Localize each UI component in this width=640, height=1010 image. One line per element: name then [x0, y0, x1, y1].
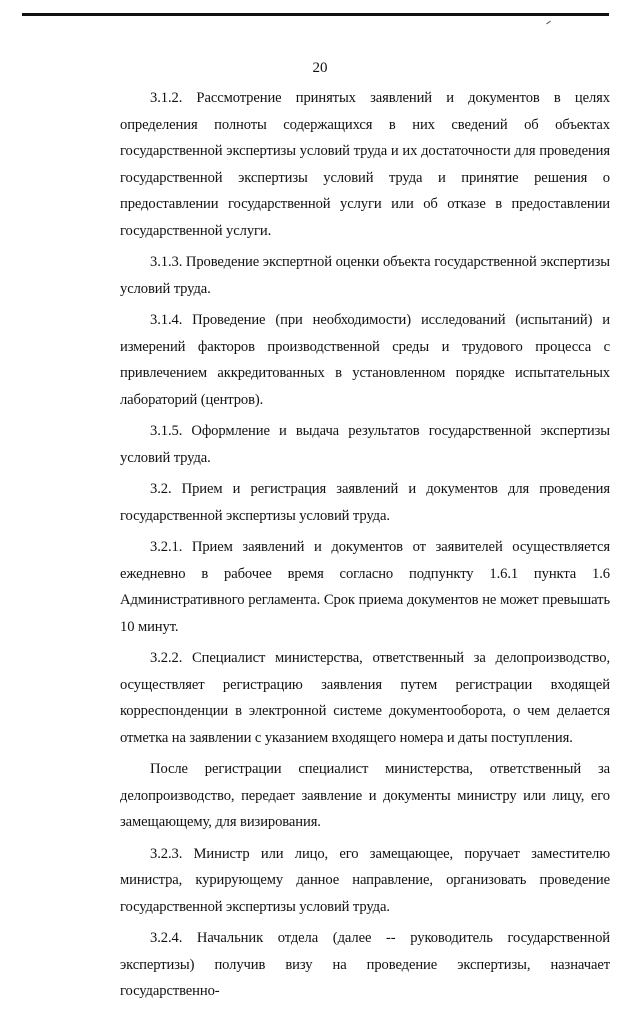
page-number: 20 — [312, 60, 328, 76]
paragraph-3-2-2: 3.2.2. Специалист министерства, ответственный за делопроизводство, осуществляет регистрацию заявления путем регистрации входящей корреспонденции в электронной системе документооборота, о чем делается отметка на заявлении с указанием входящего номера и даты поступления. — [120, 650, 610, 746]
paragraph-3-1-2: 3.1.2. Рассмотрение принятых заявлений и документов в целях определения полноты содержащихся в них сведений об объектах государственной экспертизы условий труда и их достаточности для проведения государственной экспертизы условий труда и принятие решения о предоставлении государственной услуги или об отказе в предоставлении государственной услуги. — [120, 90, 610, 239]
paragraph-3-1-5: 3.1.5. Оформление и выдача результатов государственной экспертизы условий труда. — [120, 423, 610, 466]
paragraph-3-2: 3.2. Прием и регистрация заявлений и документов для проведения государственной экспертизы условий труда. — [120, 481, 610, 524]
scan-mark — [546, 21, 551, 25]
paragraph-3-2-3: 3.2.3. Министр или лицо, его замещающее, поручает заместителю министра, курирующему данное направление, организовать проведение государственной экспертизы условий труда. — [120, 845, 610, 915]
paragraph-3-1-4: 3.1.4. Проведение (при необходимости) исследований (испытаний) и измерений факторов производственной среды и трудового процесса с привлечением аккредитованных в установленном порядке испытательных лабораторий (центров). — [120, 312, 610, 408]
paragraph-3-2-1: 3.2.1. Прием заявлений и документов от заявителей осуществляется ежедневно в рабочее время согласно подпункту 1.6.1 пункта 1.6 Административного регламента. Срок приема документов не может превышать 10 минут. — [120, 539, 610, 635]
top-border-line — [22, 13, 609, 16]
paragraph-3-2-4: 3.2.4. Начальник отдела (далее -- руководитель государственной экспертизы) получив визу на проведение экспертизы, назначает государственно- — [120, 930, 610, 999]
document-body — [120, 85, 610, 1010]
paragraph-after-registration: После регистрации специалист министерства, ответственный за делопроизводство, передает заявление и документы министру или лицу, его замещающему, для визирования. — [120, 761, 610, 830]
paragraph-3-1-3: 3.1.3. Проведение экспертной оценки объекта государственной экспертизы условий труда. — [120, 254, 610, 297]
